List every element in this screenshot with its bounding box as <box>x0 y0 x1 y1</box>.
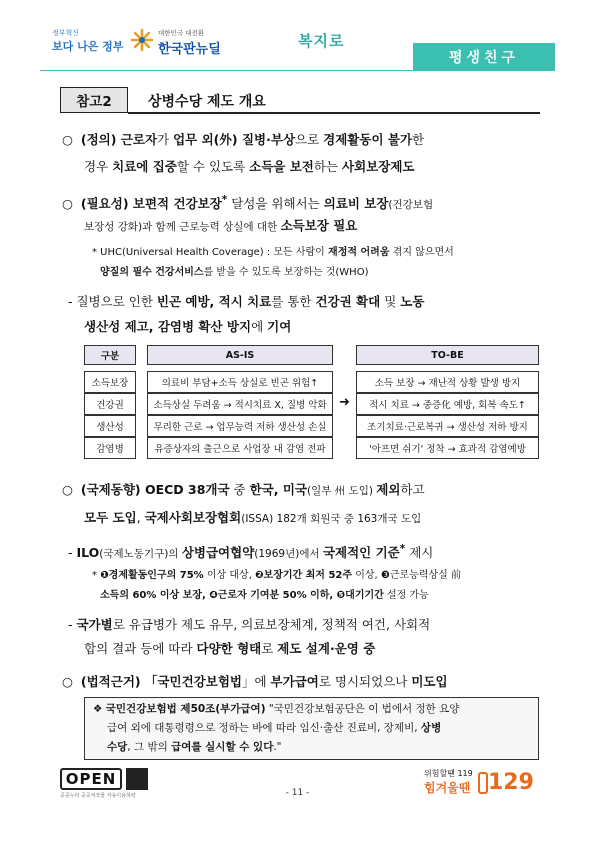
table-cell-category: 건강권 <box>84 393 136 415</box>
text-run: OECD 38개국 <box>144 482 230 497</box>
ilo-line <box>68 537 433 566</box>
text-run: - <box>68 545 77 561</box>
text-run: 경우 <box>84 159 113 174</box>
table-cell-asis: 무리한 근로 → 업무능력 저하 생산성 손실 <box>147 415 333 437</box>
footnote-marker: * <box>221 194 228 206</box>
table-cell-tobe: 적시 치료 → 중증化 예방, 회복 속도↑ <box>356 393 539 415</box>
open-badge: OPEN <box>60 768 122 790</box>
ilo-note-line-2 <box>100 587 429 605</box>
text-run: 하고 <box>400 482 425 497</box>
text-run: 설정 가능 <box>383 590 429 601</box>
text-run: 의료비 보장 <box>323 196 389 212</box>
right-arrow-icon: ➜ <box>339 395 350 410</box>
logo2-small-text: 대한민국 대전환 <box>158 29 205 37</box>
text-run: 제외 <box>376 482 401 497</box>
table-cell-category: 생산성 <box>84 415 136 437</box>
text-run: 수당 <box>107 741 128 753</box>
text-run: (1969년)에서 <box>254 548 323 561</box>
text-run: ❸근로능력상실 前 <box>380 570 461 581</box>
page-title: 상병수당 제도 개요 <box>148 94 266 110</box>
text-run: 보장성 강화)과 함께 근로능력 상실에 대한 <box>84 221 281 233</box>
section-title <box>60 87 540 113</box>
text-run: - <box>68 617 77 632</box>
country-line-1 <box>68 613 430 637</box>
hotline-main-text: 힘겨울땐 <box>424 781 471 795</box>
text-run: 하는 <box>313 159 343 174</box>
legal-basis-line <box>62 670 448 694</box>
text-run: 상병급여협약 <box>181 545 255 561</box>
reference-label: 참고2 <box>60 87 128 113</box>
text-run: * UHC(Universal Health Coverage) : 모든 사람이 <box>92 247 329 258</box>
text-run: 로 <box>261 641 278 656</box>
country-line-2 <box>84 637 375 661</box>
open-caption: 공공누리 공공저작물 자유이용허락 <box>60 793 136 799</box>
table-header-category: 구분 <box>84 345 136 365</box>
necessity-line-1 <box>62 188 433 217</box>
ilo-note-line-1 <box>92 567 461 585</box>
text-run: 재정적 어려움 <box>328 247 390 258</box>
text-run: (ISSA) 182개 회원국 중 163개국 도입 <box>241 513 422 525</box>
text-run: 보편적 건강보장 <box>132 196 222 212</box>
contribution-line-1 <box>68 290 424 314</box>
necessity-line-2 <box>84 214 357 239</box>
bullet-marker: ○ <box>62 482 73 497</box>
text-run: (필요성) <box>80 196 133 212</box>
text-run: ." <box>273 741 282 753</box>
hotline-129-logo <box>420 768 540 800</box>
text-run: 업무 외(外) 질병·부상 <box>173 132 296 147</box>
title-underline <box>128 112 540 114</box>
text-run: 기여 <box>267 319 292 334</box>
table-cell-category: 소득보장 <box>84 371 136 393</box>
text-run: 겪지 않으면서 <box>389 247 454 258</box>
text-run: 소득을 보전 <box>249 159 314 174</box>
text-run: 달성을 위해서는 <box>227 196 324 212</box>
text-run: 치료에 집중 <box>112 159 177 174</box>
footnote-marker: * <box>399 543 406 555</box>
text-run: 」에 <box>241 674 271 689</box>
text-run: 에 <box>251 319 268 334</box>
page-number: - 11 - <box>285 788 310 798</box>
header-divider <box>40 70 555 71</box>
table-header-tobe: TO-BE <box>356 345 539 365</box>
text-run: 중 <box>229 482 250 497</box>
definition-line-1 <box>62 128 424 152</box>
table-cell-tobe: '아프면 쉬기' 정착 → 효과적 감염예방 <box>356 437 539 459</box>
logo2-main-text: 한국판뉴딜 <box>158 42 221 57</box>
text-run: 경제활동이 불가 <box>323 132 413 147</box>
hotline-number: 129 <box>488 770 534 795</box>
text-run: 한국, 미국 <box>249 482 308 497</box>
text-run: 가 <box>157 132 174 147</box>
text-run: (국제동향) <box>80 482 145 497</box>
uhc-note-line-1 <box>92 244 454 262</box>
bullet-marker: ○ <box>62 132 73 147</box>
text-run: 제시 <box>405 545 434 561</box>
phone-icon <box>478 772 488 794</box>
bokjiro-text: 복지로 <box>298 32 345 50</box>
text-run: 국가별 <box>76 617 113 632</box>
text-run: 미도입 <box>411 674 448 689</box>
text-run: 제도 설계·운영 중 <box>277 641 376 656</box>
text-run: 모두 도입 <box>84 510 137 525</box>
text-run: 한 <box>412 132 425 147</box>
text-run: (정의) <box>80 132 121 147</box>
text-run: 로 유급병가 제도 유무, 의료보장체계, 정책적 여건, 사회적 <box>112 617 431 632</box>
hotline-small-text: 위험할땐 119 <box>424 769 473 778</box>
text-run: 건강권 확대 <box>315 294 381 309</box>
text-run: 및 <box>380 294 401 309</box>
lifelong-friend-tag: 평생친구 <box>413 43 555 71</box>
text-run: , 그 밖의 <box>127 741 172 753</box>
korean-new-deal-logo <box>130 26 250 56</box>
definition-line-2 <box>84 155 414 179</box>
text-run: 국민건강보험법 제50조(부가급여) <box>105 703 266 715</box>
license-type-icon <box>126 768 148 790</box>
text-run: "국민건강보험공단은 이 법에서 정한 요양 <box>265 703 460 715</box>
text-run: 양질의 필수 건강서비스 <box>100 267 204 278</box>
text-run: 를 받을 수 있도록 보장하는 것(WHO) <box>203 267 369 278</box>
text-run: 국제적인 기준 <box>322 545 400 561</box>
logo1-small-text: 정부혁신 <box>52 29 80 37</box>
contribution-line-2 <box>84 315 291 339</box>
text-run: 빈곤 예방, 적시 치료 <box>156 294 272 309</box>
text-run: (국제노동기구)의 <box>99 548 182 561</box>
bullet-marker: ○ <box>62 196 73 212</box>
law-quote-box <box>84 697 539 760</box>
text-run: 소득의 60% 이상 보장, ❹근로자 기여분 50% 이하, ❺대기기간 <box>100 590 384 601</box>
text-run: 국제사회보장협회 <box>144 510 242 525</box>
text-run: 사회보장제도 <box>342 159 415 174</box>
new-deal-mark-icon <box>130 28 154 52</box>
uhc-note-line-2 <box>100 264 368 282</box>
text-run: 으로 <box>295 132 324 147</box>
text-run: * <box>92 570 101 581</box>
text-run: , <box>136 510 145 525</box>
law-box-line-2 <box>107 719 441 738</box>
text-run: 급여 외에 대통령령으로 정하는 바에 따라 임신·출산 진료비, 장제비, <box>107 722 421 734</box>
text-run: ❶경제활동인구의 75% <box>100 570 204 581</box>
text-run: 합의 결과 등에 따라 <box>84 641 197 656</box>
text-run: - 질병으로 인한 <box>68 294 157 309</box>
gov-innovation-logo <box>52 28 122 56</box>
table-cell-asis: 의료비 부담+소득 상실로 빈곤 위험↑ <box>147 371 333 393</box>
text-run: 상병 <box>420 722 442 734</box>
bullet-marker: ○ <box>62 674 73 689</box>
comparison-table <box>84 345 539 462</box>
table-cell-asis: 유증상자의 출근으로 사업장 내 감염 전파 <box>147 437 333 459</box>
page-header <box>0 20 595 70</box>
text-run: 로 명시되었으나 <box>318 674 412 689</box>
text-run: (법적근거) 「 <box>80 674 158 689</box>
table-cell-asis: 소득상실 두려움 → 적시치료 X, 질병 악화 <box>147 393 333 415</box>
text-run: ❷보장기간 최저 52주 <box>255 570 353 581</box>
text-run: 근로자 <box>120 132 158 147</box>
law-box-line-1 <box>93 700 459 719</box>
diamond-icon: ❖ <box>93 703 106 715</box>
table-header-asis: AS-IS <box>147 345 333 365</box>
text-run: 다양한 형태 <box>196 641 262 656</box>
text-run: 국민건강보험법 <box>157 674 242 689</box>
text-run: 이상, <box>352 570 381 581</box>
table-cell-tobe: 소득 보장 → 재난적 상황 발생 방지 <box>356 371 539 393</box>
table-cell-category: 감염병 <box>84 437 136 459</box>
text-run: 노동 <box>400 294 425 309</box>
table-cell-tobe: 조기치료·근로복귀 → 생산성 저하 방지 <box>356 415 539 437</box>
text-run: 를 통한 <box>271 294 316 309</box>
text-run: 이상 대상, <box>203 570 256 581</box>
text-run: ILO <box>76 545 100 561</box>
text-run: (일부 州 도입) <box>307 485 377 497</box>
text-run: 할 수 있도록 <box>176 159 250 174</box>
text-run: 급여를 실시할 수 있다 <box>171 741 274 753</box>
law-box-line-3 <box>107 738 282 757</box>
bokjiro-logo <box>298 30 344 51</box>
text-run: (건강보험 <box>388 199 434 212</box>
logo1-main-text: 보다 나은 정부 <box>52 40 124 53</box>
text-run: 생산성 제고, 감염병 확산 방지 <box>84 319 252 334</box>
text-run: 부가급여 <box>270 674 319 689</box>
trends-line-1 <box>62 478 425 503</box>
text-run: 소득보장 필요 <box>280 218 358 233</box>
trends-line-2 <box>84 506 421 531</box>
